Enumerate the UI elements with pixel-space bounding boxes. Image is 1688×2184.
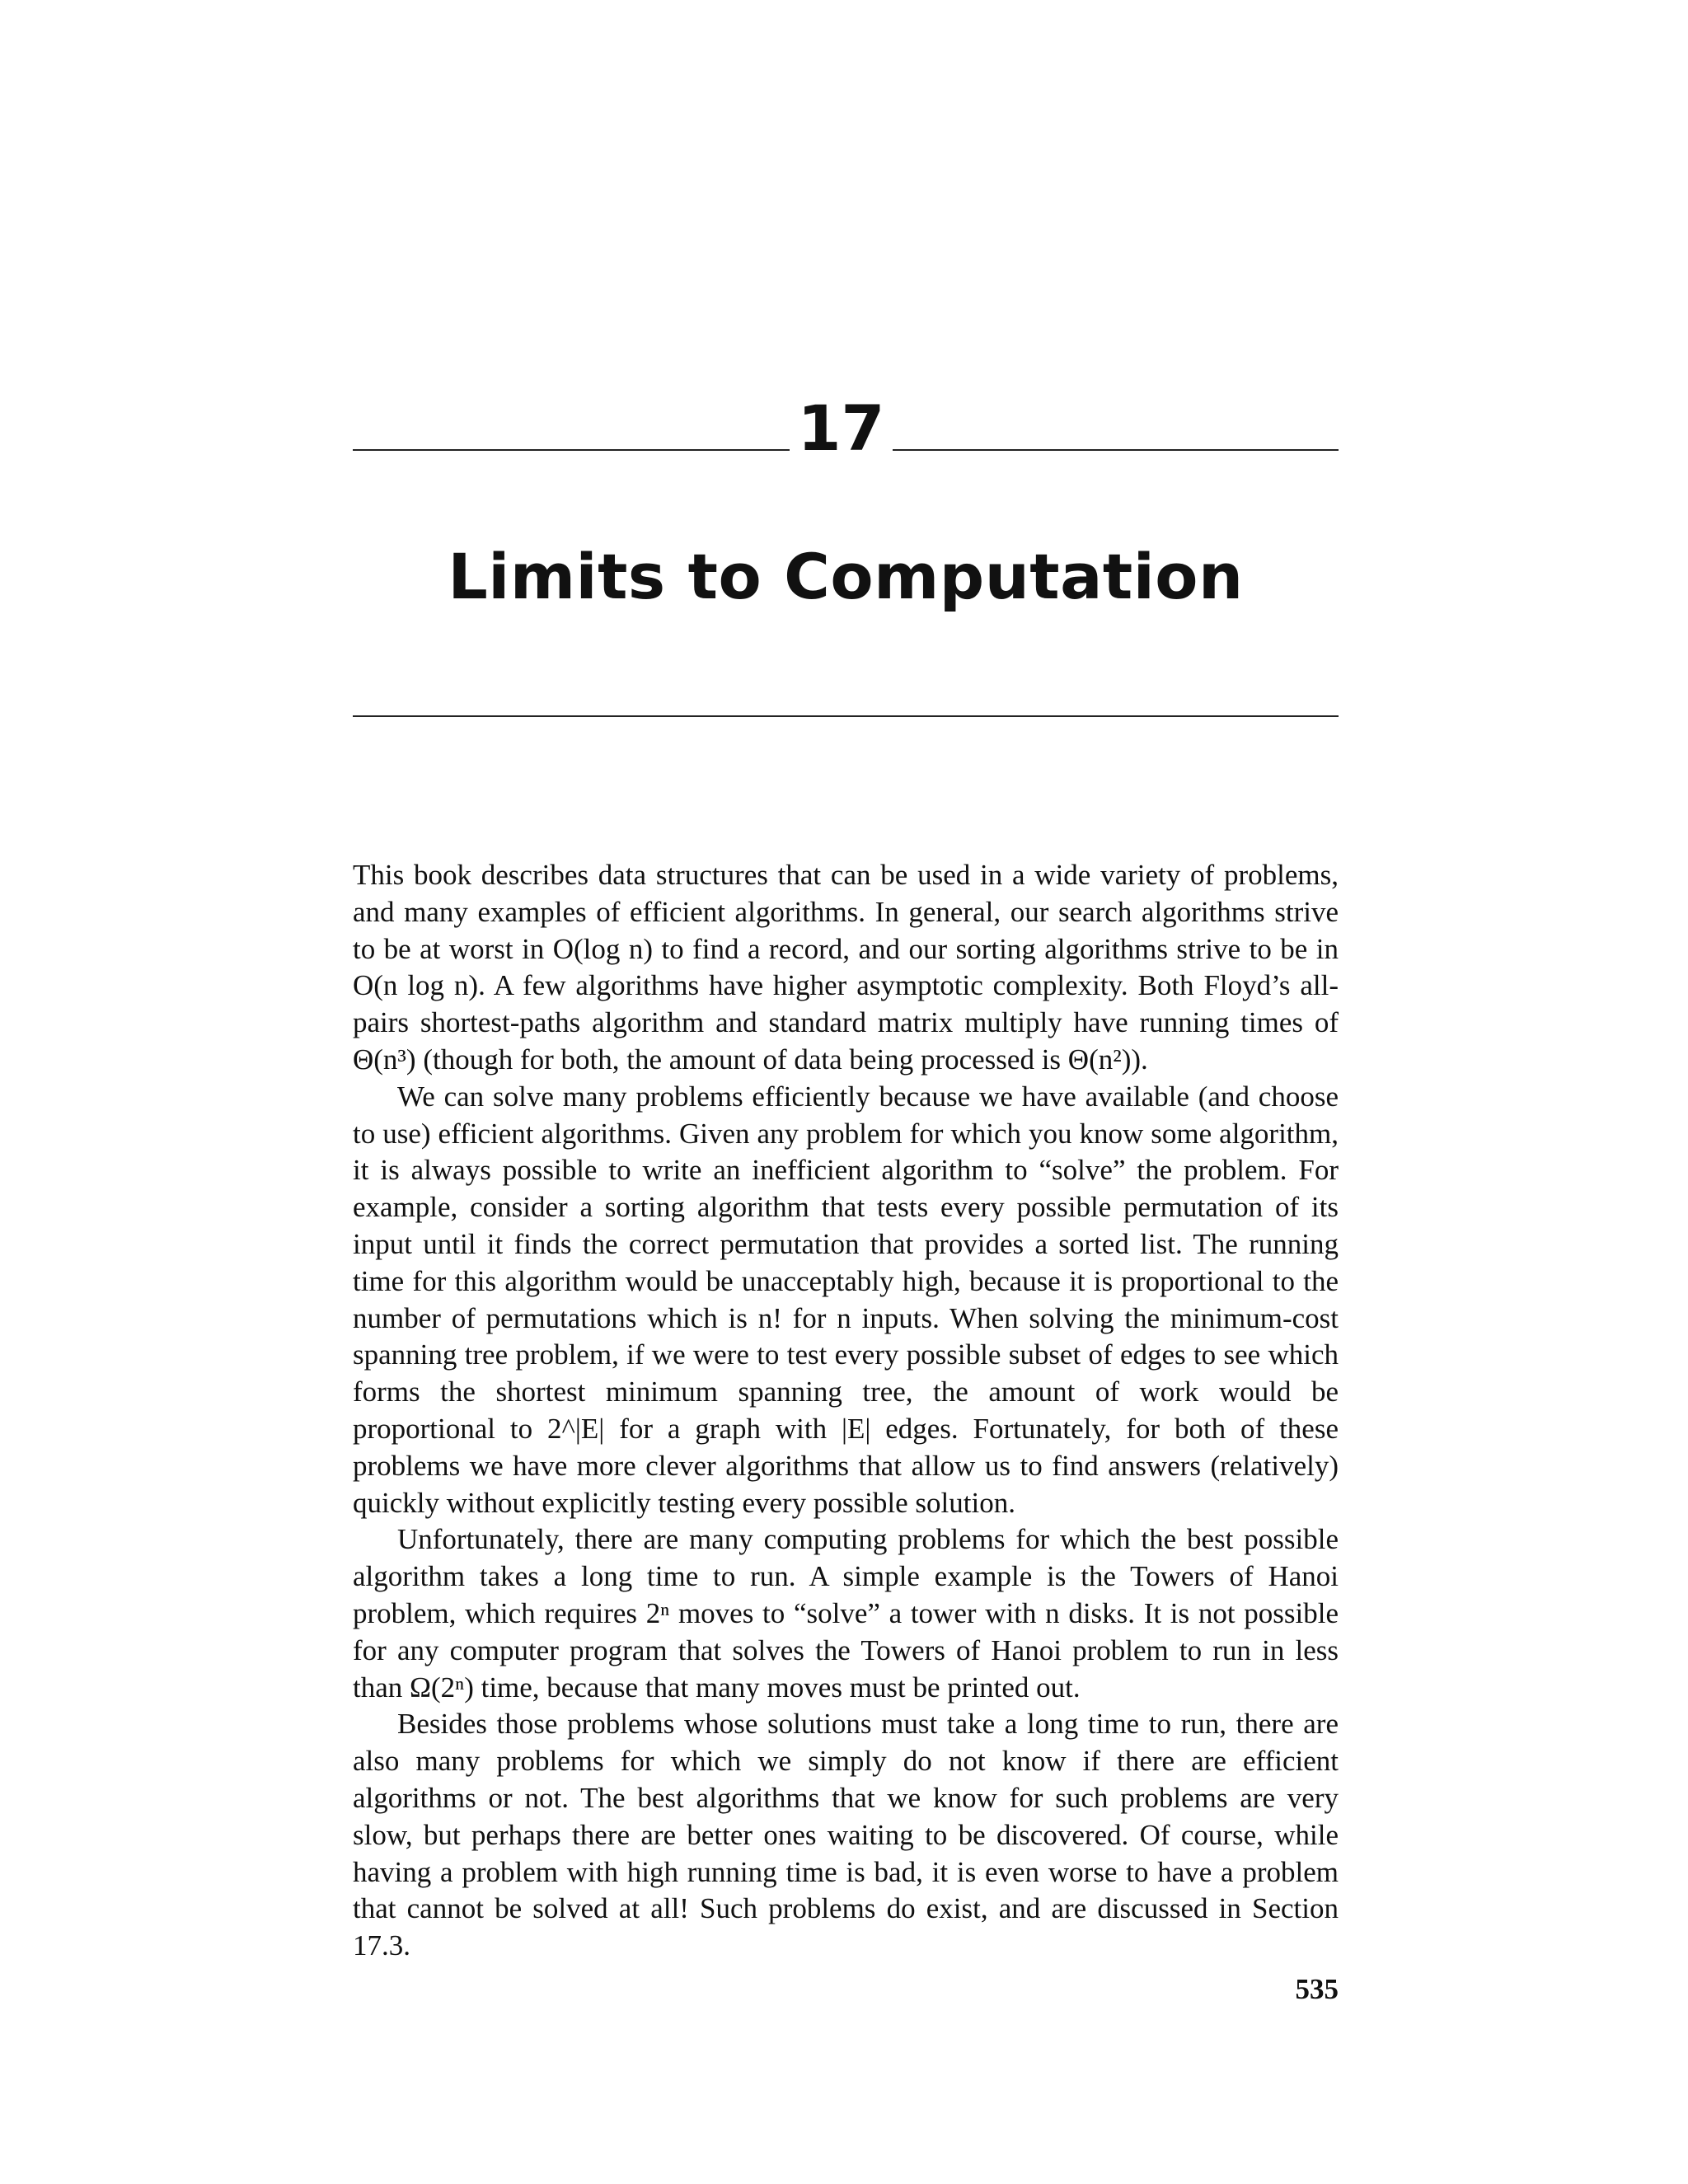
- paragraph: We can solve many problems efficiently because we have available (and choose to use) efficient algorithms. Given any problem for which you know some algorithm, it is always possible to write an inefficient algorithm to “solve” the problem. For example, consider a sorting algorithm that tests every possible permutation of its input until it finds the correct permutation that provides a sorted list. The running time for this algorithm would be unacceptably high, because it is proportional to the number of permutations which is n! for n inputs. When solving the minimum-cost spanning tree problem, if we were to test every possible subset of edges to see which forms the shortest minimum spanning tree, the amount of work would be proportional to 2^|E| for a graph with |E| edges. Fortunately, for both of these problems we have more clever algorithms that allow us to find answers (relatively) quickly without explicitly testing every possible solution.: [353, 1080, 1339, 1519]
- chapter-rule-right: [893, 449, 1339, 451]
- body-text: [353, 857, 1339, 1965]
- chapter-title: Limits to Computation: [448, 540, 1244, 613]
- chapter-heading: [353, 387, 1339, 478]
- title-rule-bottom: [353, 715, 1339, 717]
- chapter-rule-left: [353, 449, 790, 451]
- paragraph: This book describes data structures that can be used in a wide variety of problems, and many examples of efficient algorithms. In general, our search algorithms strive to be at worst in O(log n) to find a record, and our sorting algorithms strive to be in O(n log n). A few algorithms have higher asymptotic complexity. Both Floyd’s all-pairs shortest-paths algorithm and standard matrix multiply have running times of Θ(n³) (though for both, the amount of data being processed is Θ(n²)).: [353, 859, 1339, 1076]
- paragraph: Unfortunately, there are many computing problems for which the best possible algorithm takes a long time to run. A simple example is the Towers of Hanoi problem, which requires 2ⁿ moves to “solve” a tower with n disks. It is not possible for any computer program that solves the Towers of Hanoi problem to run in less than Ω(2ⁿ) time, because that many moves must be printed out.: [353, 1523, 1339, 1704]
- chapter-number: 17: [797, 391, 885, 465]
- page-number: 535: [1295, 1973, 1339, 2005]
- paragraph: Besides those problems whose solutions must take a long time to run, there are also many problems for which we simply do not know if there are efficient algorithms or not. The best algorithms that we know for such problems are very slow, but perhaps there are better ones waiting to be discovered. Of course, while having a problem with high running time is bad, it is even worse to have a problem that cannot be solved at all! Such problems do exist, and are discussed in Section 17.3.: [353, 1708, 1339, 1962]
